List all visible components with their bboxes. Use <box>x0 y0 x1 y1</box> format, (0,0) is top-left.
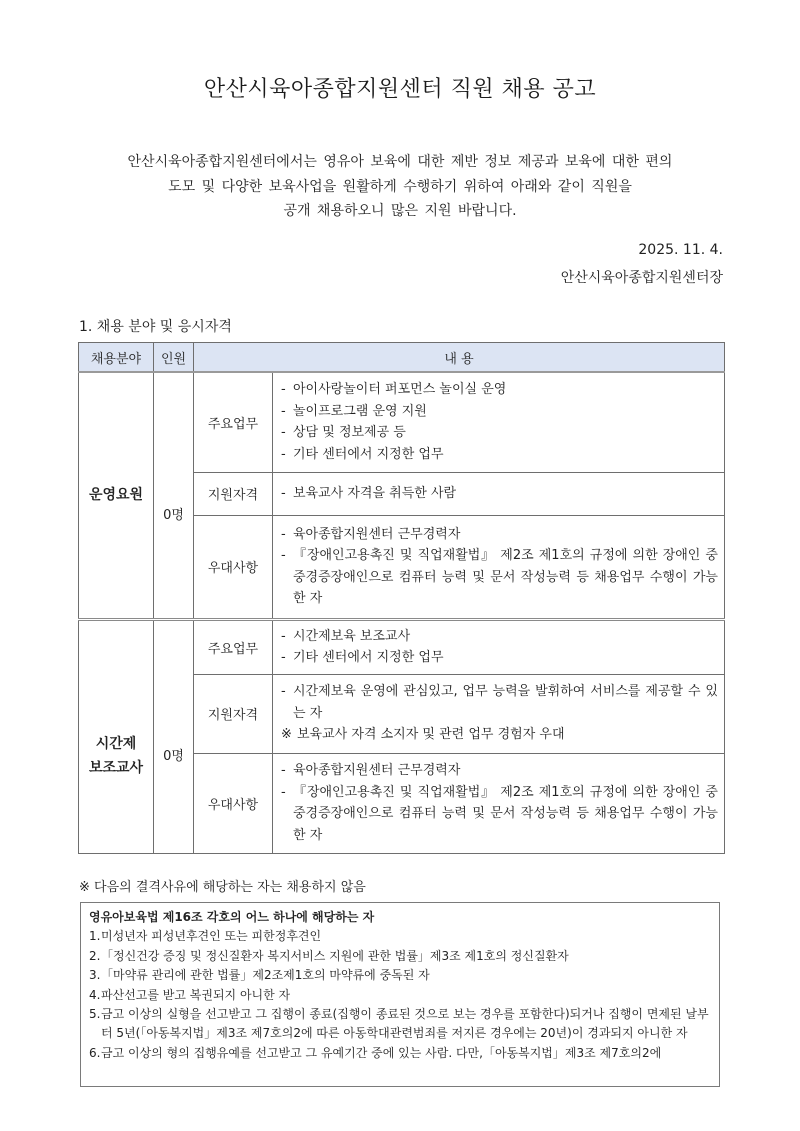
list-item: 6. 금고 이상의 형의 집행유예를 선고받고 그 유예기간 중에 있는 사람. 다만,「아동복지법」제3조 제7호의2에 <box>89 1045 662 1060</box>
table-row <box>79 619 725 674</box>
list-item: 3. 「마약류 관리에 관한 법률」제2조제1호의 마약류에 중독된 자 <box>89 968 430 983</box>
intro-line: 도모 및 다양한 보육사업을 원활하게 수행하기 위하여 아래와 같이 직원을 <box>168 178 632 195</box>
row-category: 주요업무 <box>194 372 273 472</box>
row-content: - 육아종합지원센터 근무경력자 - 『장애인고용촉진 및 직업재활법』 제2조 제1호의 규정에 의한 장애인 중 중경증장애인으로 컴퓨터 능력 및 문서 작성능력 등 채용업무 수행이 가능한 자 <box>273 753 725 853</box>
list-item: 5. 금고 이상의 실형을 선고받고 그 집행이 종료(집행이 종료된 것으로 보는 경우를 포함한다)되거나 집행이 면제된 날부터 5년(「아동복지법」제3조 제7호의2에 따른 아동학대관련범죄를 저지른 경우에는 20년)이 경과되지 아니한 자 <box>89 1007 709 1041</box>
row-content: - 육아종합지원센터 근무경력자 - 『장애인고용촉진 및 직업재활법』 제2조 제1호의 규정에 의한 장애인 중 중경증장애인으로 컴퓨터 능력 및 문서 작성능력 등 채용업무 수행이 가능한 자 <box>273 515 725 619</box>
list-item: 4. 파산선고를 받고 복권되지 아니한 자 <box>89 987 291 1002</box>
reference-mark-icon: ※ <box>281 727 292 743</box>
table-header-row <box>79 343 725 373</box>
list-item: 1. 미성년자 피성년후견인 또는 피한정후견인 <box>89 929 322 944</box>
exclusion-box-title: 영유아보육법 제16조 각호의 어느 하나에 해당하는 자 <box>89 910 375 924</box>
header-content: 내 용 <box>194 343 725 373</box>
intro-line: 공개 채용하오니 많은 지원 바랍니다. <box>283 203 517 219</box>
position-count: 0명 <box>154 619 194 853</box>
section-heading: 1. 채용 분야 및 응시자격 <box>79 319 232 335</box>
intro-line: 안산시육아종합지원센터에서는 영유아 보육에 대한 제반 정보 제공과 보육에 대한 편의 <box>127 154 673 170</box>
exclusion-note: ※ 다음의 결격사유에 해당하는 자는 채용하지 않음 <box>79 880 366 895</box>
document-title: 안산시육아종합지원센터 직원 채용 공고 <box>203 77 597 102</box>
exclusion-box <box>80 902 720 1087</box>
table-row <box>79 372 725 472</box>
header-count: 인원 <box>154 343 194 373</box>
row-category: 지원자격 <box>194 472 273 515</box>
intro-paragraph <box>0 150 800 224</box>
row-category: 우대사항 <box>194 753 273 853</box>
signer: 안산시육아종합지원센터장 <box>560 270 723 286</box>
header-field: 채용분야 <box>79 343 154 373</box>
row-content: - 시간제보육 보조교사 - 기타 센터에서 지정한 업무 <box>273 619 725 674</box>
row-content: - 보육교사 자격을 취득한 사람 <box>273 472 725 515</box>
row-category: 주요업무 <box>194 619 273 674</box>
position-count: 0명 <box>154 372 194 619</box>
row-content: - 시간제보육 운영에 관심있고, 업무 능력을 발휘하여 서비스를 제공할 수 있는 자 ※ 보육교사 자격 소지자 및 관련 업무 경험자 우대 <box>273 674 725 753</box>
list-item: 2. 「정신건강 증징 및 정신질환자 복지서비스 지원에 관한 법률」제3조 제1호의 정신질환자 <box>89 948 569 963</box>
position-field: 운영요원 <box>79 372 154 619</box>
announcement-date: 2025. 11. 4. <box>638 242 723 258</box>
row-category: 우대사항 <box>194 515 273 619</box>
recruitment-table <box>78 342 725 854</box>
row-content: - 아이사랑놀이터 퍼포먼스 놀이실 운영 - 놀이프로그램 운영 지원 - 상담 및 정보제공 등 - 기타 센터에서 지정한 업무 <box>273 372 725 472</box>
row-category: 지원자격 <box>194 674 273 753</box>
position-field: 시간제 보조교사 <box>79 619 154 853</box>
